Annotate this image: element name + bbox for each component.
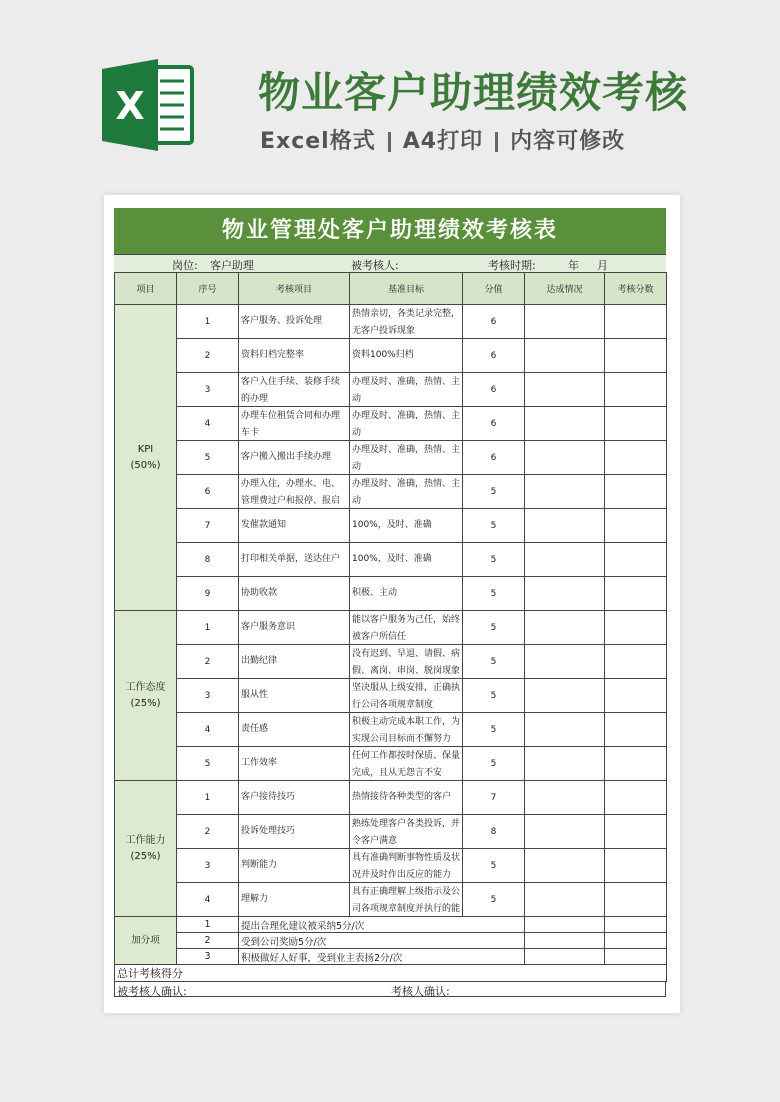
result-cell[interactable]	[605, 849, 667, 883]
target-text: 具有准确判断事物性质及状况并及时作出反应的能力	[352, 852, 460, 880]
score-value: 5	[463, 679, 525, 713]
target-text: 办理及时、准确，热情、主动	[352, 376, 460, 404]
score-value: 5	[463, 713, 525, 747]
excel-icon	[98, 55, 198, 155]
target-cell	[350, 543, 463, 577]
divider	[388, 132, 391, 152]
total-label: 总计考核得分	[115, 965, 605, 982]
score-value: 6	[463, 407, 525, 441]
row-number: 4	[177, 713, 239, 747]
item-text: 办理车位租赁合同和办理车卡	[241, 410, 341, 438]
row-number: 3	[177, 679, 239, 713]
achievement-cell[interactable]	[525, 815, 605, 849]
item-text: 协助收款	[241, 588, 278, 598]
category-weight: (25%)	[130, 850, 161, 862]
target-text: 具有正确理解上级指示及公司各项规章制度并执行的能	[352, 886, 460, 914]
item-text: 打印相关单据，送达住户	[241, 554, 341, 564]
row-number: 1	[177, 917, 239, 933]
col-result: 考核分数	[605, 273, 667, 305]
item-text: 客户入住手续、装修手续的办理	[241, 376, 341, 404]
result-cell[interactable]	[605, 713, 667, 747]
result-cell[interactable]	[605, 781, 667, 815]
logo-letter: X	[115, 84, 145, 128]
row-number: 2	[177, 815, 239, 849]
row-number: 9	[177, 577, 239, 611]
table-row	[115, 645, 667, 679]
row-number: 1	[177, 305, 239, 339]
achievement-cell[interactable]	[525, 407, 605, 441]
result-cell[interactable]	[605, 933, 667, 949]
item-cell	[239, 577, 350, 611]
assessor-confirm: 考核人确认:	[391, 985, 450, 998]
row-number: 5	[177, 747, 239, 781]
achievement-cell[interactable]	[525, 611, 605, 645]
target-text: 办理及时、准确，热情、主动	[352, 444, 460, 472]
target-cell	[350, 407, 463, 441]
header	[0, 0, 780, 195]
result-cell[interactable]	[605, 679, 667, 713]
score-value: 5	[463, 611, 525, 645]
table-row	[115, 849, 667, 883]
achievement-cell[interactable]	[525, 933, 605, 949]
item-cell	[239, 543, 350, 577]
total-row	[115, 965, 667, 982]
item-text: 责任感	[241, 724, 269, 734]
score-value: 8	[463, 815, 525, 849]
item-cell	[239, 781, 350, 815]
target-text: 100%，及时、准确	[352, 554, 432, 564]
achievement-cell[interactable]	[525, 339, 605, 373]
period-label: 考核时期:	[488, 259, 536, 272]
target-text: 能以客户服务为己任，始终被客户所信任	[352, 614, 460, 642]
achievement-cell[interactable]	[525, 475, 605, 509]
achievement-cell[interactable]	[525, 679, 605, 713]
target-text: 热情亲切，各类记录完整，无客户投诉现象	[352, 308, 460, 336]
achievement-cell[interactable]	[525, 781, 605, 815]
result-cell[interactable]	[605, 815, 667, 849]
target-cell	[350, 577, 463, 611]
target-cell	[350, 849, 463, 883]
table-row	[115, 815, 667, 849]
item-text: 判断能力	[241, 860, 278, 870]
target-cell	[350, 645, 463, 679]
table-row	[115, 407, 667, 441]
category-cell	[115, 611, 177, 781]
item-cell	[239, 747, 350, 781]
result-cell[interactable]	[605, 883, 667, 917]
achievement-cell[interactable]	[525, 645, 605, 679]
target-cell	[350, 781, 463, 815]
confirmation-row	[114, 982, 666, 997]
item-text: 出勤纪律	[241, 656, 278, 666]
table-row	[115, 543, 667, 577]
score-value: 6	[463, 373, 525, 407]
target-text: 熟练处理客户各类投诉，并令客户满意	[352, 818, 460, 846]
row-number: 4	[177, 407, 239, 441]
item-cell	[239, 441, 350, 475]
score-value: 5	[463, 747, 525, 781]
target-cell	[350, 713, 463, 747]
score-value: 5	[463, 475, 525, 509]
target-text: 100%，及时、准确	[352, 520, 432, 530]
row-number: 1	[177, 611, 239, 645]
bonus-row	[115, 917, 667, 933]
item-cell	[239, 407, 350, 441]
target-text: 任何工作都按时保质、保量完成，且从无怨言不安	[352, 750, 460, 778]
sheet-title: 物业管理处客户助理绩效考核表	[114, 208, 666, 254]
item-text: 客户搬入搬出手续办理	[241, 452, 332, 462]
target-text: 积极主动完成本职工作，为实现公司目标而不懈努力	[352, 716, 460, 744]
result-cell[interactable]	[605, 747, 667, 781]
item-cell	[239, 611, 350, 645]
row-number: 3	[177, 849, 239, 883]
target-cell	[350, 611, 463, 645]
item-cell	[239, 883, 350, 917]
table-header	[115, 273, 667, 305]
score-value: 5	[463, 849, 525, 883]
result-cell[interactable]	[605, 611, 667, 645]
target-text: 坚决服从上级安排，正确执行公司各项规章制度	[352, 682, 460, 710]
result-cell[interactable]	[605, 917, 667, 933]
col-number: 序号	[177, 273, 239, 305]
category-weight: (25%)	[130, 697, 161, 709]
table-row	[115, 509, 667, 543]
row-number: 3	[177, 949, 239, 965]
score-value: 6	[463, 441, 525, 475]
result-cell[interactable]	[605, 949, 667, 965]
col-item: 考核项目	[239, 273, 350, 305]
result-cell[interactable]	[605, 407, 667, 441]
table-row	[115, 713, 667, 747]
row-number: 2	[177, 645, 239, 679]
item-text: 服从性	[241, 690, 269, 700]
target-text: 办理及时、准确，热情、主动	[352, 410, 460, 438]
col-category: 项目	[115, 273, 177, 305]
item-cell	[239, 305, 350, 339]
item-text: 客户服务、投诉处理	[241, 316, 323, 326]
item-text: 办理入住，办理水、电、管理费过户和报停、报启	[241, 478, 341, 506]
achievement-cell[interactable]	[525, 577, 605, 611]
row-number: 1	[177, 781, 239, 815]
category-name: 工作态度	[125, 681, 166, 693]
item-text: 理解力	[241, 894, 269, 904]
table-row	[115, 883, 667, 917]
target-cell	[350, 815, 463, 849]
target-cell	[350, 441, 463, 475]
row-number: 7	[177, 509, 239, 543]
achievement-cell[interactable]	[525, 883, 605, 917]
item-cell	[239, 849, 350, 883]
table-row	[115, 611, 667, 645]
item-text: 客户接待技巧	[241, 792, 296, 802]
target-text: 办理及时、准确，热情、主动	[352, 478, 460, 506]
result-cell[interactable]	[605, 509, 667, 543]
score-value: 5	[463, 577, 525, 611]
item-cell	[239, 815, 350, 849]
score-value: 5	[463, 645, 525, 679]
item-cell	[239, 339, 350, 373]
bonus-row	[115, 949, 667, 965]
subtitle-editable: 内容可修改	[510, 129, 626, 154]
info-row	[114, 254, 666, 272]
achievement-cell[interactable]	[525, 441, 605, 475]
category-cell	[115, 781, 177, 917]
row-number: 2	[177, 339, 239, 373]
target-text: 资料100%归档	[352, 350, 414, 360]
achievement-cell[interactable]	[525, 543, 605, 577]
row-number: 4	[177, 883, 239, 917]
bonus-category: 加分项	[115, 917, 177, 965]
score-value: 6	[463, 339, 525, 373]
category-name: KPI	[137, 443, 154, 455]
row-number: 6	[177, 475, 239, 509]
subtitle-print: A4打印	[402, 129, 484, 154]
table-row	[115, 441, 667, 475]
achievement-cell[interactable]	[525, 713, 605, 747]
achievement-cell[interactable]	[525, 747, 605, 781]
result-cell[interactable]	[605, 577, 667, 611]
item-text: 发催款通知	[241, 520, 287, 530]
result-cell[interactable]	[605, 645, 667, 679]
result-cell[interactable]	[605, 339, 667, 373]
achievement-cell[interactable]	[525, 509, 605, 543]
item-text: 资料归档完整率	[241, 350, 305, 360]
divider	[495, 132, 498, 152]
achievement-cell[interactable]	[525, 849, 605, 883]
score-value: 6	[463, 305, 525, 339]
score-value: 5	[463, 883, 525, 917]
target-text: 没有迟到、早退、请假、病假、离岗、串岗、脱岗现象	[352, 648, 460, 676]
item-cell	[239, 509, 350, 543]
col-score: 分值	[463, 273, 525, 305]
result-cell[interactable]	[605, 305, 667, 339]
total-score-cell[interactable]	[605, 965, 667, 982]
table-row	[115, 475, 667, 509]
table-row	[115, 747, 667, 781]
bonus-row	[115, 933, 667, 949]
bonus-text: 积极做好人好事，受到业主表扬2分/次	[239, 949, 525, 965]
row-number: 2	[177, 933, 239, 949]
item-cell	[239, 645, 350, 679]
assessee-label: 被考核人:	[351, 259, 399, 272]
result-cell[interactable]	[605, 475, 667, 509]
item-text: 客户服务意识	[241, 622, 296, 632]
achievement-cell[interactable]	[525, 917, 605, 933]
item-cell	[239, 713, 350, 747]
row-number: 3	[177, 373, 239, 407]
item-text: 投诉处理技巧	[241, 826, 296, 836]
position-label: 岗位:	[172, 259, 198, 272]
achievement-cell[interactable]	[525, 305, 605, 339]
item-text: 工作效率	[241, 758, 278, 768]
target-cell	[350, 679, 463, 713]
table-row	[115, 679, 667, 713]
target-cell	[350, 747, 463, 781]
category-cell	[115, 305, 177, 611]
item-cell	[239, 679, 350, 713]
target-cell	[350, 509, 463, 543]
table-row	[115, 339, 667, 373]
achievement-cell[interactable]	[525, 949, 605, 965]
table-row	[115, 781, 667, 815]
target-cell	[350, 475, 463, 509]
result-cell[interactable]	[605, 441, 667, 475]
target-cell	[350, 339, 463, 373]
target-text: 热情接待各种类型的客户	[352, 792, 452, 802]
target-cell	[350, 373, 463, 407]
table-row	[115, 373, 667, 407]
assessment-table	[114, 272, 667, 982]
result-cell[interactable]	[605, 543, 667, 577]
score-value: 7	[463, 781, 525, 815]
col-achievement: 达成情况	[525, 273, 605, 305]
col-target: 基准目标	[350, 273, 463, 305]
page-subtitle	[260, 124, 625, 155]
item-cell	[239, 373, 350, 407]
year-label: 年	[568, 259, 579, 272]
category-name: 工作能力	[125, 834, 166, 846]
row-number: 5	[177, 441, 239, 475]
position-value: 客户助理	[210, 259, 254, 272]
bonus-text: 受到公司奖励5分/次	[239, 933, 525, 949]
table-row	[115, 577, 667, 611]
score-value: 5	[463, 543, 525, 577]
result-cell[interactable]	[605, 373, 667, 407]
subtitle-format: Excel格式	[260, 129, 376, 154]
target-text: 积极、主动	[352, 588, 398, 598]
month-label: 月	[597, 259, 608, 272]
assessee-confirm: 被考核人确认:	[117, 985, 187, 998]
item-cell	[239, 475, 350, 509]
table-row	[115, 305, 667, 339]
score-value: 5	[463, 509, 525, 543]
page-title: 物业客户助理绩效考核	[258, 68, 689, 117]
category-weight: (50%)	[130, 459, 161, 471]
bonus-text: 提出合理化建议被采纳5分/次	[239, 917, 525, 933]
target-cell	[350, 305, 463, 339]
achievement-cell[interactable]	[525, 373, 605, 407]
target-cell	[350, 883, 463, 917]
row-number: 8	[177, 543, 239, 577]
